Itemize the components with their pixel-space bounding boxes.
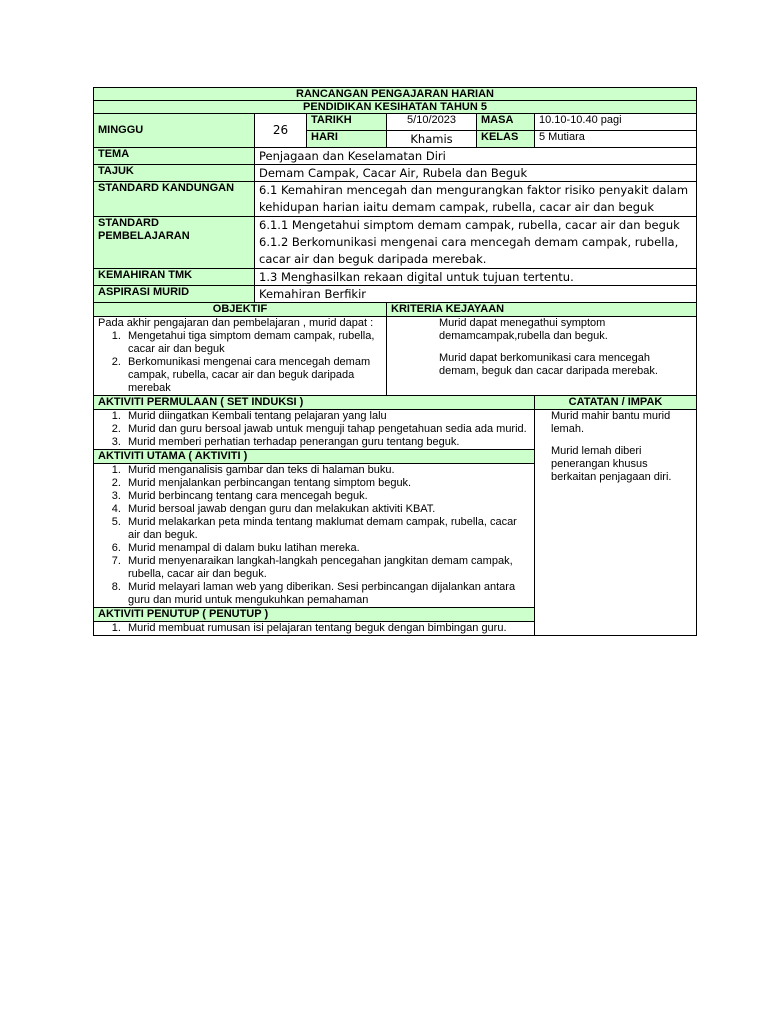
- objektif-intro: Pada akhir pengajaran dan pembelajaran , murid dapat :: [98, 317, 374, 329]
- utama-item: 5. Murid melakarkan peta minda tentang maklumat demam campak, rubella, cacar air dan beguk.: [124, 516, 530, 542]
- objektif-header: OBJEKTIF: [94, 303, 387, 317]
- catatan-item: Murid mahir bantu murid lemah.: [551, 410, 671, 435]
- utama-list: [98, 464, 530, 607]
- permulaan-content: [94, 410, 535, 450]
- catatan-content: [535, 410, 697, 636]
- standard-pembelajaran-label: STANDARD PEMBELAJARAN: [94, 217, 255, 269]
- utama-item: 2. Murid menjalankan perbincangan tentang simptom beguk.: [124, 477, 530, 490]
- kriteria-item: Murid dapat menegathui symptom demamcampak,rubella dan beguk.: [439, 317, 608, 342]
- permulaan-item: 3. Murid memberi perhatian terhadap penerangan guru tentang beguk.: [124, 436, 530, 449]
- penutup-header: AKTIVITI PENUTUP ( PENUTUP ): [94, 608, 535, 622]
- utama-item: 3. Murid berbincang tentang cara mencegah beguk.: [124, 490, 530, 503]
- kriteria-item: Murid dapat berkomunikasi cara mencegah demam, beguk dan cacar daripada merebak.: [439, 352, 658, 377]
- kriteria-content: [387, 317, 697, 396]
- document-title: RANCANGAN PENGAJARAN HARIAN: [94, 88, 697, 101]
- masa-value: 10.10-10.40 pagi: [535, 114, 697, 131]
- tarikh-label: TARIKH: [307, 114, 387, 131]
- utama-header: AKTIVITI UTAMA ( AKTIVITI ): [94, 450, 535, 464]
- kemahiran-tmk-value: 1.3 Menghasilkan rekaan digital untuk tujuan tertentu.: [255, 269, 697, 286]
- tarikh-value: 5/10/2023: [387, 114, 477, 131]
- hari-value: Khamis: [387, 131, 477, 148]
- permulaan-list: [98, 410, 530, 449]
- tema-value: Penjagaan dan Keselamatan Diri: [255, 148, 697, 165]
- utama-content: [94, 464, 535, 608]
- standard-pembelajaran-item: 6.1.2 Berkomunikasi mengenai cara mencegah demam campak, rubella, cacar air dan beguk daripada merebak.: [259, 235, 679, 266]
- utama-item: 7. Murid menyenaraikan langkah-langkah pencegahan jangkitan demam campak, rubella, cacar air dan beguk.: [124, 555, 530, 581]
- penutup-list: [98, 622, 530, 635]
- catatan-header: CATATAN / IMPAK: [535, 396, 697, 410]
- objektif-content: [94, 317, 387, 396]
- utama-item: 4. Murid bersoal jawab dengan guru dan melakukan aktiviti KBAT.: [124, 503, 530, 516]
- lesson-plan-document: [93, 87, 696, 636]
- permulaan-header: AKTIVITI PERMULAAN ( SET INDUKSI ): [94, 396, 535, 410]
- kemahiran-tmk-label: KEMAHIRAN TMK: [94, 269, 255, 286]
- penutup-content: [94, 622, 535, 636]
- hari-label: HARI: [307, 131, 387, 148]
- tema-label: TEMA: [94, 148, 255, 165]
- kriteria-header: KRITERIA KEJAYAAN: [387, 303, 697, 317]
- lesson-plan-table: [93, 87, 697, 636]
- aspirasi-murid-label: ASPIRASI MURID: [94, 286, 255, 303]
- penutup-item: 1. Murid membuat rumusan isi pelajaran tentang beguk dengan bimbingan guru.: [124, 622, 530, 635]
- masa-label: MASA: [477, 114, 535, 131]
- utama-item: 1. Murid menganalisis gambar dan teks di halaman buku.: [124, 464, 530, 477]
- utama-item: 6. Murid menampal di dalam buku latihan mereka.: [124, 542, 530, 555]
- objektif-item: 1. Mengetahui tiga simptom demam campak, rubella, cacar air dan beguk: [124, 330, 382, 356]
- catatan-item: Murid lemah diberi penerangan khusus berkaitan penjagaan diri.: [551, 445, 672, 483]
- objektif-list: [98, 330, 382, 395]
- standard-kandungan-value: 6.1 Kemahiran mencegah dan mengurangkan faktor risiko penyakit dalam kehidupan harian iaitu demam campak, rubella, cacar air dan beguk: [255, 182, 697, 217]
- permulaan-item: 1. Murid diingatkan Kembali tentang pelajaran yang lalu: [124, 410, 530, 423]
- objektif-item: 2. Berkomunikasi mengenai cara mencegah demam campak, rubella, cacar air dan beguk daripada merebak: [124, 356, 382, 395]
- subject-title: PENDIDIKAN KESIHATAN TAHUN 5: [94, 101, 697, 114]
- permulaan-item: 2. Murid dan guru bersoal jawab untuk menguji tahap pengetahuan sedia ada murid.: [124, 423, 530, 436]
- minggu-value: 26: [255, 114, 307, 148]
- standard-kandungan-label: STANDARD KANDUNGAN: [94, 182, 255, 217]
- kelas-value: 5 Mutiara: [535, 131, 697, 148]
- standard-pembelajaran-value: [255, 217, 697, 269]
- aspirasi-murid-value: Kemahiran Berfikir: [255, 286, 697, 303]
- minggu-label: MINGGU: [94, 114, 255, 148]
- standard-pembelajaran-item: 6.1.1 Mengetahui simptom demam campak, rubella, cacar air dan beguk: [259, 218, 680, 232]
- utama-item: 8. Murid melayari laman web yang diberikan. Sesi perbincangan dijalankan antara guru dan murid untuk mengukuhkan pemahaman: [124, 581, 530, 607]
- tajuk-label: TAJUK: [94, 165, 255, 182]
- kelas-label: KELAS: [477, 131, 535, 148]
- tajuk-value: Demam Campak, Cacar Air, Rubela dan Beguk: [255, 165, 697, 182]
